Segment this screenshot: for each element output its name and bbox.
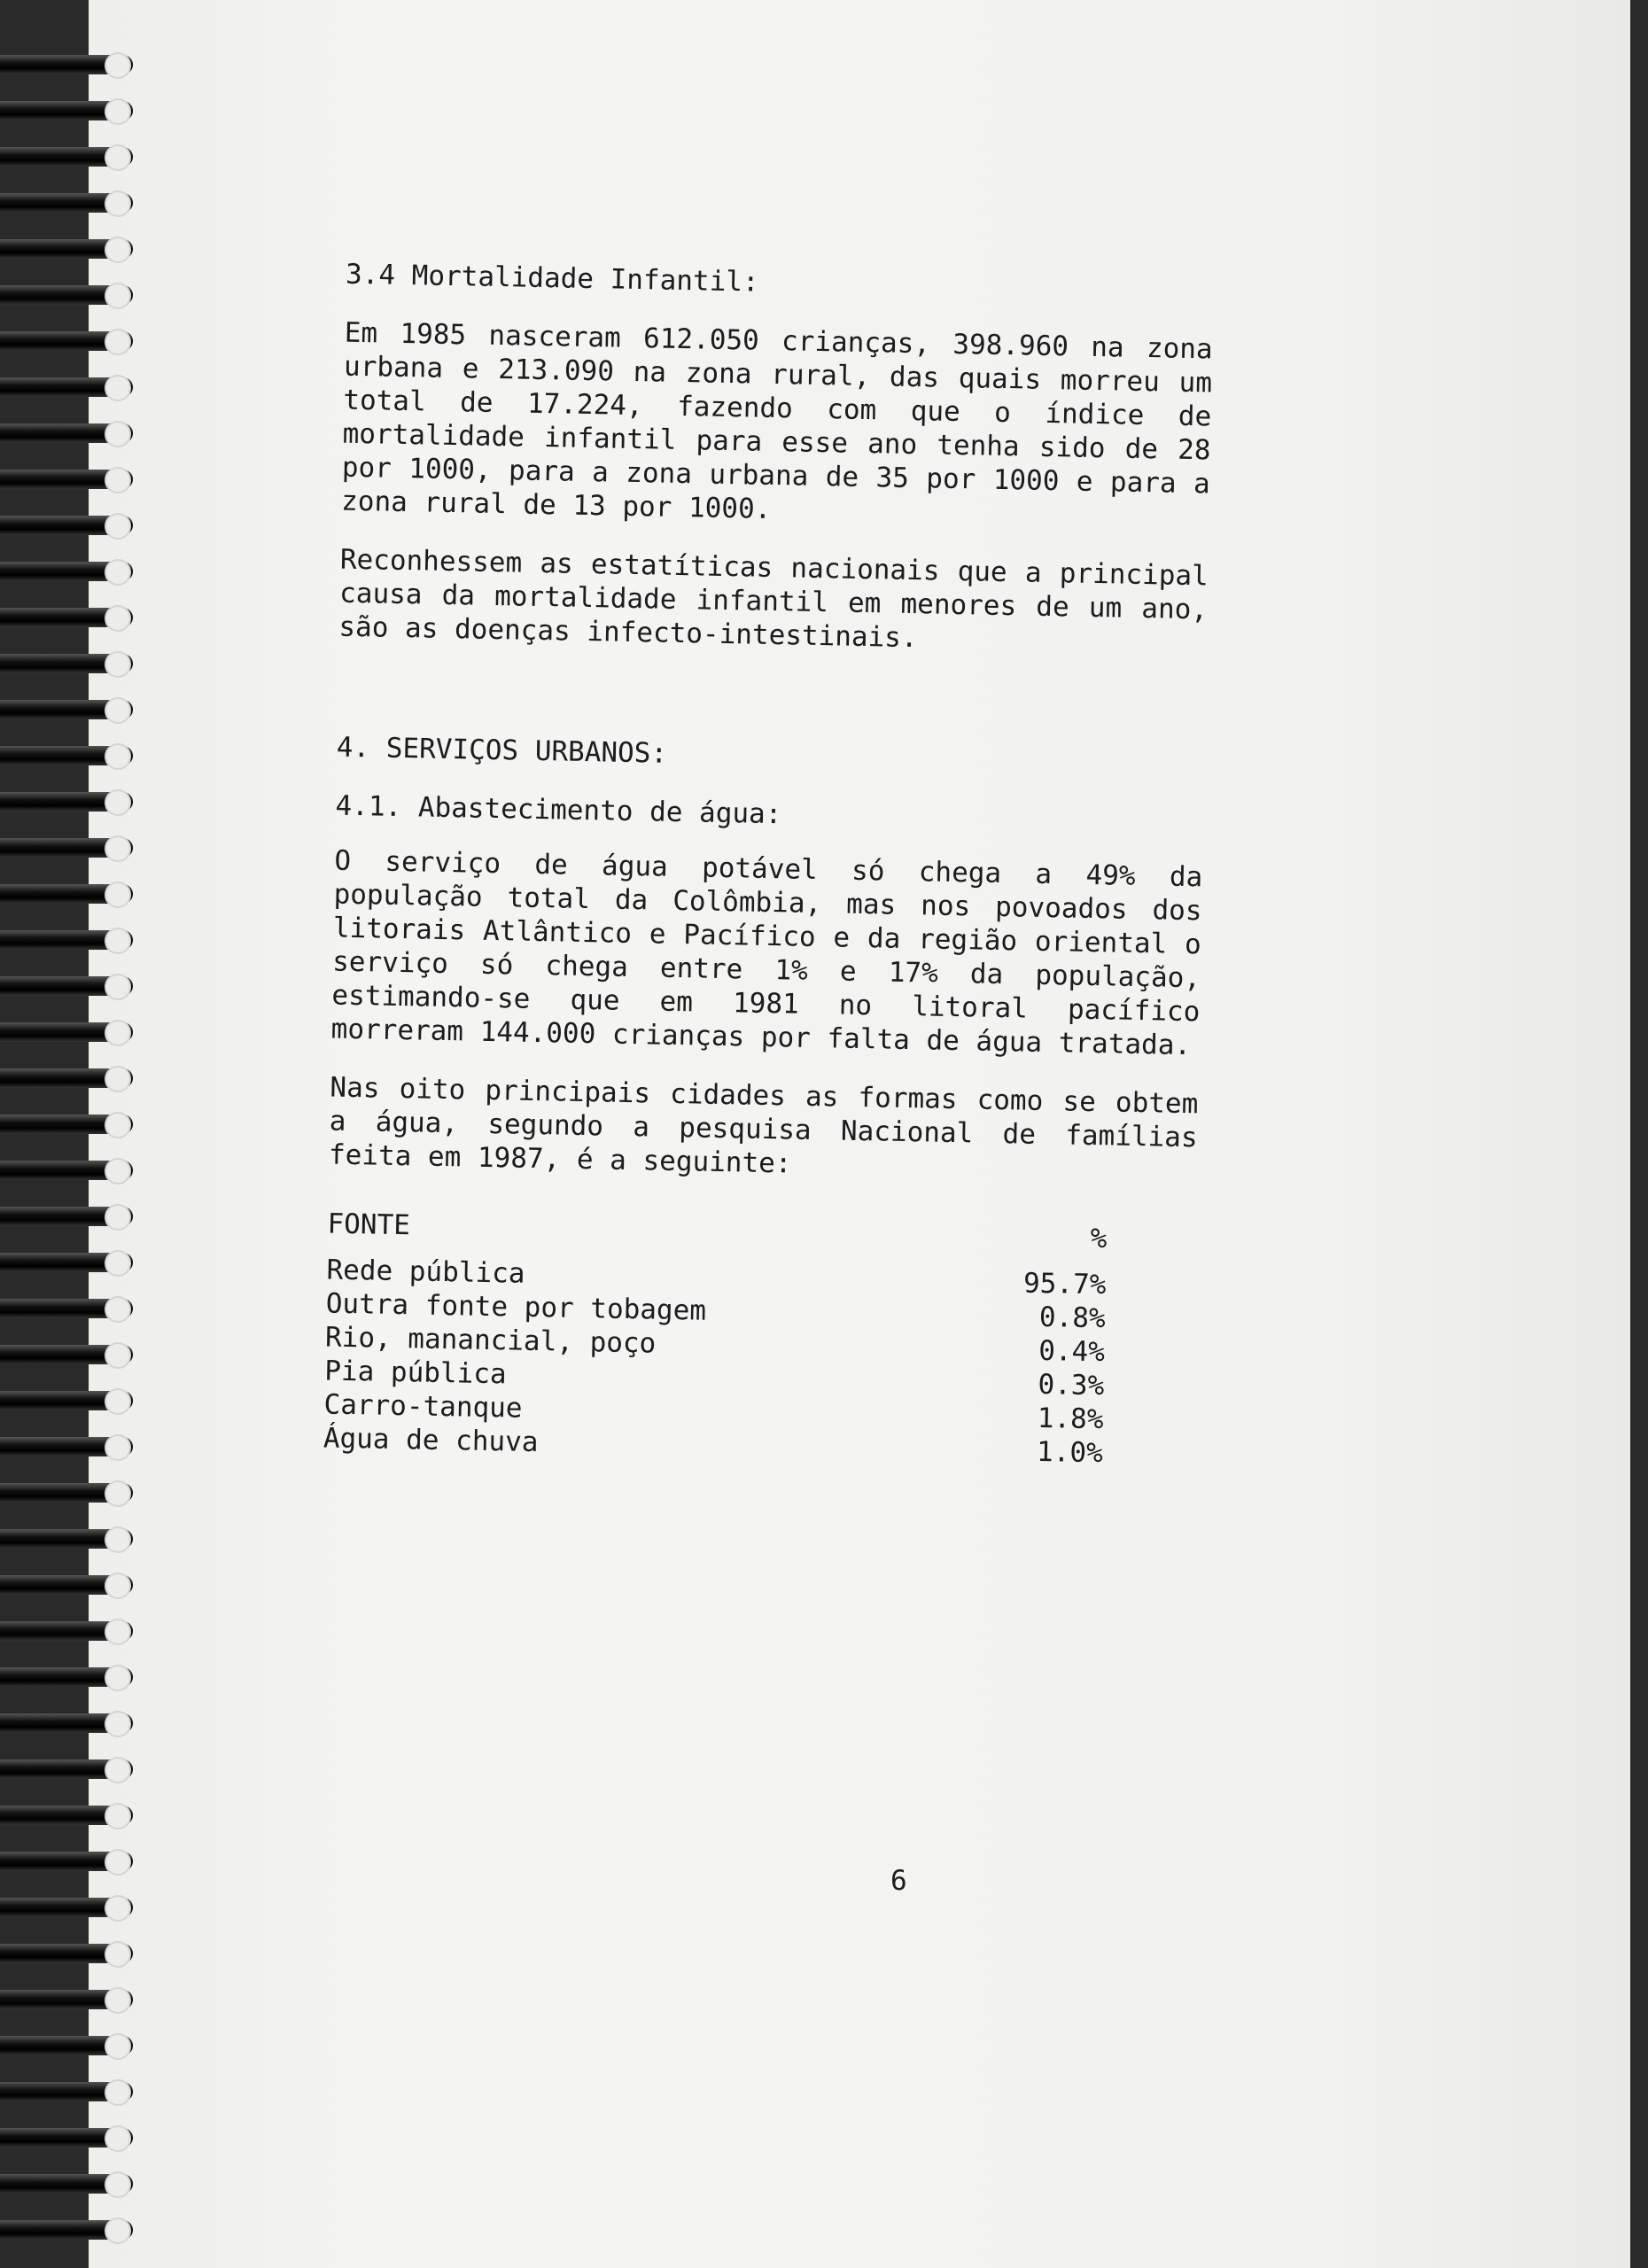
punch-hole bbox=[105, 651, 131, 678]
punch-hole bbox=[105, 144, 131, 171]
punch-hole bbox=[105, 1849, 131, 1876]
punch-hole bbox=[105, 1066, 131, 1092]
punch-hole bbox=[105, 421, 131, 447]
punch-hole bbox=[105, 1665, 131, 1691]
punch-hole bbox=[105, 1158, 131, 1184]
section-title-mortality: 3.4 Mortalidade Infantil: bbox=[345, 258, 759, 299]
section-title-urban-services: 4. SERVIÇOS URBANOS: bbox=[336, 731, 668, 770]
page-number: 6 bbox=[890, 1865, 907, 1897]
punch-hole bbox=[105, 2218, 131, 2244]
punch-hole bbox=[105, 2079, 131, 2106]
punch-hole bbox=[105, 190, 131, 217]
punch-hole bbox=[105, 1526, 131, 1553]
table-cell-percent: 1.8% bbox=[1037, 1402, 1104, 1436]
spiral-binding bbox=[0, 0, 151, 2268]
table-header bbox=[327, 1207, 1108, 1255]
punch-hole bbox=[105, 1250, 131, 1277]
punch-hole bbox=[105, 2033, 131, 2060]
table-cell-source: Pia pública bbox=[323, 1355, 507, 1391]
punch-hole bbox=[105, 882, 131, 908]
punch-hole bbox=[105, 1941, 131, 1968]
punch-hole bbox=[105, 928, 131, 954]
punch-hole bbox=[105, 1204, 131, 1231]
table-cell-source: Rio, manancial, poço bbox=[324, 1321, 657, 1360]
punch-hole bbox=[105, 559, 131, 586]
page-content bbox=[323, 258, 1215, 1472]
punch-hole bbox=[105, 1803, 131, 1829]
punch-hole bbox=[105, 605, 131, 632]
punch-hole bbox=[105, 1020, 131, 1046]
punch-hole bbox=[105, 98, 131, 125]
punch-hole bbox=[105, 974, 131, 1000]
punch-hole bbox=[105, 329, 131, 355]
water-paragraph-1: O serviço de água potável só chega a 49% da população total da Colômbia, mas nos povoados dos litorais Atlântico e Pacífico e da região oriental o serviço só chega entre 1% e 17% da população, estimando-se que em 1981 no litoral pacífico morreram 144.000 crianças por falta de água tratada. bbox=[330, 844, 1203, 1062]
table-cell-percent: 0.3% bbox=[1038, 1368, 1105, 1402]
punch-hole bbox=[105, 283, 131, 309]
table-header-source: FONTE bbox=[327, 1208, 411, 1242]
punch-hole bbox=[105, 1895, 131, 1922]
punch-hole bbox=[105, 1573, 131, 1599]
punch-hole bbox=[105, 1619, 131, 1645]
punch-hole bbox=[105, 1342, 131, 1369]
table-cell-source: Rede pública bbox=[326, 1254, 525, 1290]
punch-hole bbox=[105, 789, 131, 816]
punch-hole bbox=[105, 1757, 131, 1783]
table-cell-source: Carro-tanque bbox=[323, 1388, 523, 1425]
punch-hole bbox=[105, 2125, 131, 2152]
punch-hole bbox=[105, 835, 131, 862]
punch-hole bbox=[105, 1711, 131, 1737]
punch-hole bbox=[105, 237, 131, 263]
table-cell-percent: 95.7% bbox=[1022, 1267, 1107, 1301]
mortality-paragraph-2: Reconhessem as estatíticas nacionais que a principal causa da mortalidade infantil em menores de um ano, são as doenças infecto-intestinais. bbox=[338, 543, 1209, 655]
punch-hole bbox=[105, 513, 131, 540]
punch-hole bbox=[105, 1434, 131, 1461]
table-cell-percent: 0.8% bbox=[1038, 1301, 1106, 1335]
punch-hole bbox=[105, 1112, 131, 1138]
punch-hole bbox=[105, 697, 131, 724]
punch-hole bbox=[105, 467, 131, 493]
punch-hole bbox=[105, 1388, 131, 1415]
punch-hole bbox=[105, 1987, 131, 2014]
mortality-paragraph-1: Em 1985 nasceram 612.050 crianças, 398.960 na zona urbana e 213.090 na zona rural, das quais morreu um total de 17.224, fazendo com que o índice de mortalidade infantil para esse ano tenha sido de 28 por 1000, para a zona urbana de 35 por 1000 e para a zona rural de 13 por 1000. bbox=[340, 316, 1214, 525]
punch-hole bbox=[105, 743, 131, 770]
subsection-title-water-supply: 4.1. Abastecimento de água: bbox=[335, 789, 782, 831]
punch-hole bbox=[105, 52, 131, 79]
table-cell-percent: 0.4% bbox=[1038, 1334, 1106, 1369]
table-cell-percent: 1.0% bbox=[1036, 1435, 1104, 1470]
table-cell-source: Água de chuva bbox=[323, 1422, 539, 1459]
table-header-percent: % bbox=[1090, 1223, 1108, 1255]
table-cell-source: Outra fonte por tobagem bbox=[325, 1287, 707, 1327]
punch-hole bbox=[105, 1296, 131, 1323]
water-paragraph-2: Nas oito principais cidades as formas como se obtem a água, segundo a pesquisa Nacional de famílias feita em 1987, é a seguinte: bbox=[328, 1071, 1199, 1180]
punch-hole bbox=[105, 1480, 131, 1507]
punch-hole bbox=[105, 375, 131, 401]
water-source-table bbox=[323, 1207, 1196, 1472]
punch-hole bbox=[105, 2171, 131, 2198]
